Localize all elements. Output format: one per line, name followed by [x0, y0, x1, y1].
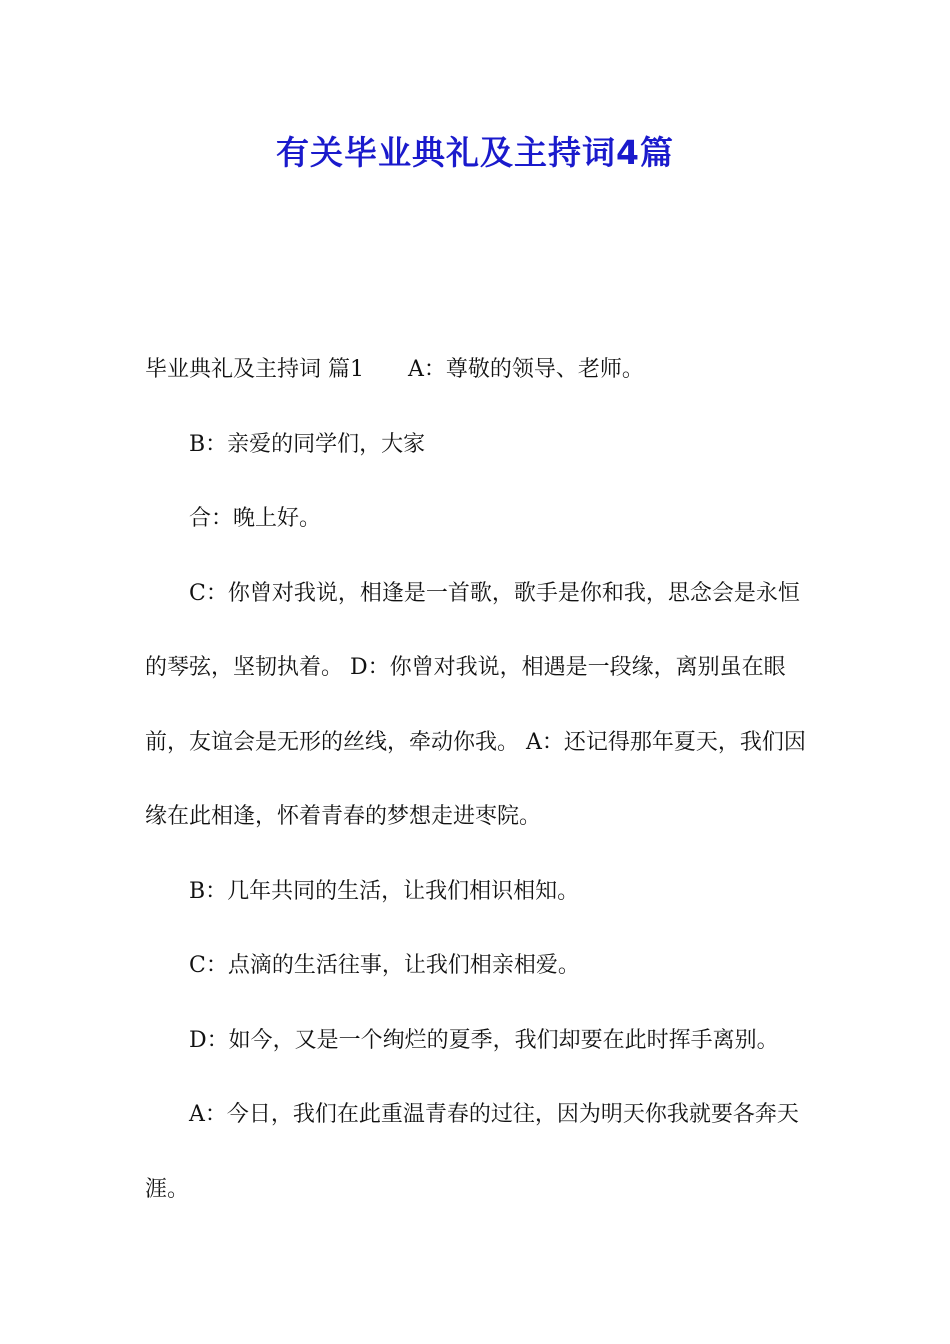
document-title: 有关毕业典礼及主持词4篇: [276, 133, 674, 172]
paragraph-together-greeting: 合：晚上好。: [189, 506, 322, 531]
paragraph-a-dialogue: A：今日，我们在此重温青春的过往，因为明天你我就要各奔天涯。: [145, 1102, 799, 1202]
paragraph-c-dialogue: C：点滴的生活往事，让我们相亲相爱。: [189, 953, 580, 978]
paragraph-d-dialogue: D：如今，又是一个绚烂的夏季，我们却要在此时挥手离别。: [189, 1027, 779, 1053]
paragraph-c-d-a-dialogue: C：你曾对我说，相逢是一首歌，歌手是你和我，思念会是永恒的琴弦，坚韧执着。 D：你曾对我说，相遇是一段缘，离别虽在眼前，友谊会是无形的丝线，牵动你我。 A：还记得那年夏天，我们因缘在此相逢，怀着青春的梦想走进枣院。: [145, 580, 806, 829]
paragraph-section-heading: 毕业典礼及主持词 篇1 A：尊敬的领导、老师。: [145, 357, 644, 382]
document-body: [145, 333, 815, 1227]
paragraph-b-dialogue: B：几年共同的生活，让我们相识相知。: [189, 878, 580, 904]
paragraph-b-greeting: B：亲爱的同学们，大家: [189, 431, 426, 457]
